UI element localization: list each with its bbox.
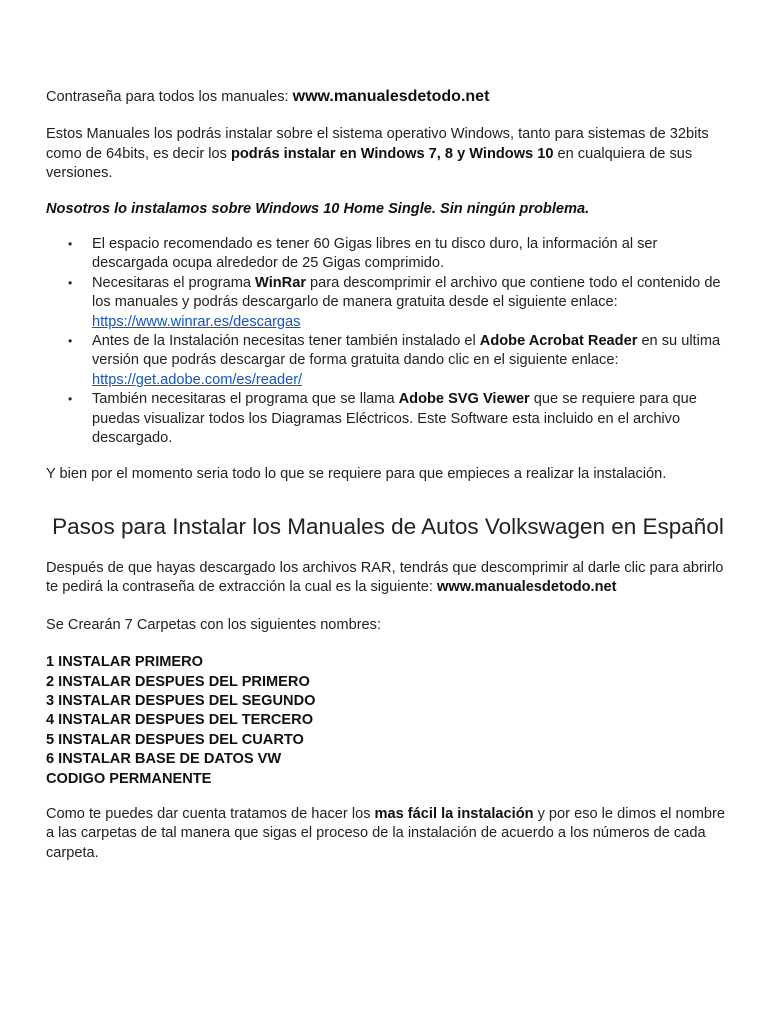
section-heading: Pasos para Instalar los Manuales de Autos Volkswagen en Español xyxy=(52,513,724,539)
requirement-text: que se requiere para que puedas visualizar todos los Diagramas Eléctricos. Este Software esta incluido en el archivo descargado. xyxy=(92,391,697,447)
bullet-icon: • xyxy=(68,392,73,407)
folder-name: CODIGO PERMANENTE xyxy=(46,770,212,787)
final-text-2: y por eso le dimos el nombre a las carpetas de tal manera que sigas el proceso de la instalación de acuerdo a los números de cada carpeta. xyxy=(46,805,725,861)
list-item xyxy=(46,332,730,390)
password-site: www.manualesdetodo.net xyxy=(292,88,490,105)
folder-name: 5 INSTALAR DESPUES DEL CUARTO xyxy=(46,731,304,748)
final-text-1: Como te puedes dar cuenta tratamos de hacer los xyxy=(46,805,375,822)
final-bold: mas fácil la instalación xyxy=(374,805,534,822)
acrobat-bold: Adobe Acrobat Reader xyxy=(479,333,638,350)
requirements-list xyxy=(46,235,730,448)
intro-paragraph xyxy=(46,125,730,183)
winrar-bold: WinRar xyxy=(255,274,306,291)
bullet-icon: • xyxy=(68,334,73,349)
intro-text-2: en cualquiera de sus versiones. xyxy=(46,145,693,182)
svg-viewer-bold: Adobe SVG Viewer xyxy=(398,391,530,408)
requirement-text: Antes de la Instalación necesitas tener también instalado el xyxy=(92,333,480,350)
bullet-icon: • xyxy=(68,275,73,290)
requirement-text: El espacio recomendado es tener 60 Gigas libres en tu disco duro, la información al ser descargada ocupa alrededor de 25 Gigas comprimido. xyxy=(92,236,658,272)
final-paragraph xyxy=(46,805,730,863)
requirement-text: en su ultima versión que podrás descargar de forma gratuita dando clic en el siguiente enlace: xyxy=(92,333,721,369)
extraction-text: Después de que hayas descargado los archivos RAR, tendrás que descomprimir al darle clic para abrirlo te pedirá la contraseña de extracción la cual es la siguiente: xyxy=(46,559,724,596)
folders-intro: Se Crearán 7 Carpetas con los siguientes nombres: xyxy=(46,616,382,633)
folder-name: 6 INSTALAR BASE DE DATOS VW xyxy=(46,751,282,768)
folder-name: 1 INSTALAR PRIMERO xyxy=(46,654,204,671)
bullet-icon: • xyxy=(68,237,73,252)
folder-name: 4 INSTALAR DESPUES DEL TERCERO xyxy=(46,712,314,729)
requirement-text: También necesitaras el programa que se llama xyxy=(92,391,399,408)
intro-bold: podrás instalar en Windows 7, 8 y Windows 10 xyxy=(230,145,554,162)
password-label: Contraseña para todos los manuales: xyxy=(46,89,293,105)
winrar-link[interactable]: https://www.winrar.es/descargas xyxy=(92,313,301,330)
extraction-password: www.manualesdetodo.net xyxy=(437,579,617,596)
extraction-paragraph xyxy=(46,559,730,598)
list-item xyxy=(46,390,730,448)
intro-text-1: Estos Manuales los podrás instalar sobre el sistema operativo Windows, tanto para sistemas de 32bits como de 64bits, es decir los xyxy=(46,126,709,162)
document-content xyxy=(46,87,730,863)
folder-name: 3 INSTALAR DESPUES DEL SEGUNDO xyxy=(46,692,316,709)
password-line xyxy=(46,87,730,107)
requirement-text: Necesitaras el programa xyxy=(92,274,256,291)
adobe-reader-link[interactable]: https://get.adobe.com/es/reader/ xyxy=(92,371,303,388)
folder-name: 2 INSTALAR DESPUES DEL PRIMERO xyxy=(46,673,310,690)
list-item xyxy=(46,235,730,274)
closing-paragraph: Y bien por el momento seria todo lo que se requiere para que empieces a realizar la instalación. xyxy=(46,465,667,482)
requirement-text: para descomprimir el archivo que contiene todo el contenido de los manuales y podrás descargarlo de manera gratuita desde el siguiente enlace: xyxy=(92,274,721,311)
folder-list xyxy=(46,653,730,789)
install-note: Nosotros lo instalamos sobre Windows 10 Home Single. Sin ningún problema. xyxy=(46,200,590,217)
list-item xyxy=(46,274,730,332)
